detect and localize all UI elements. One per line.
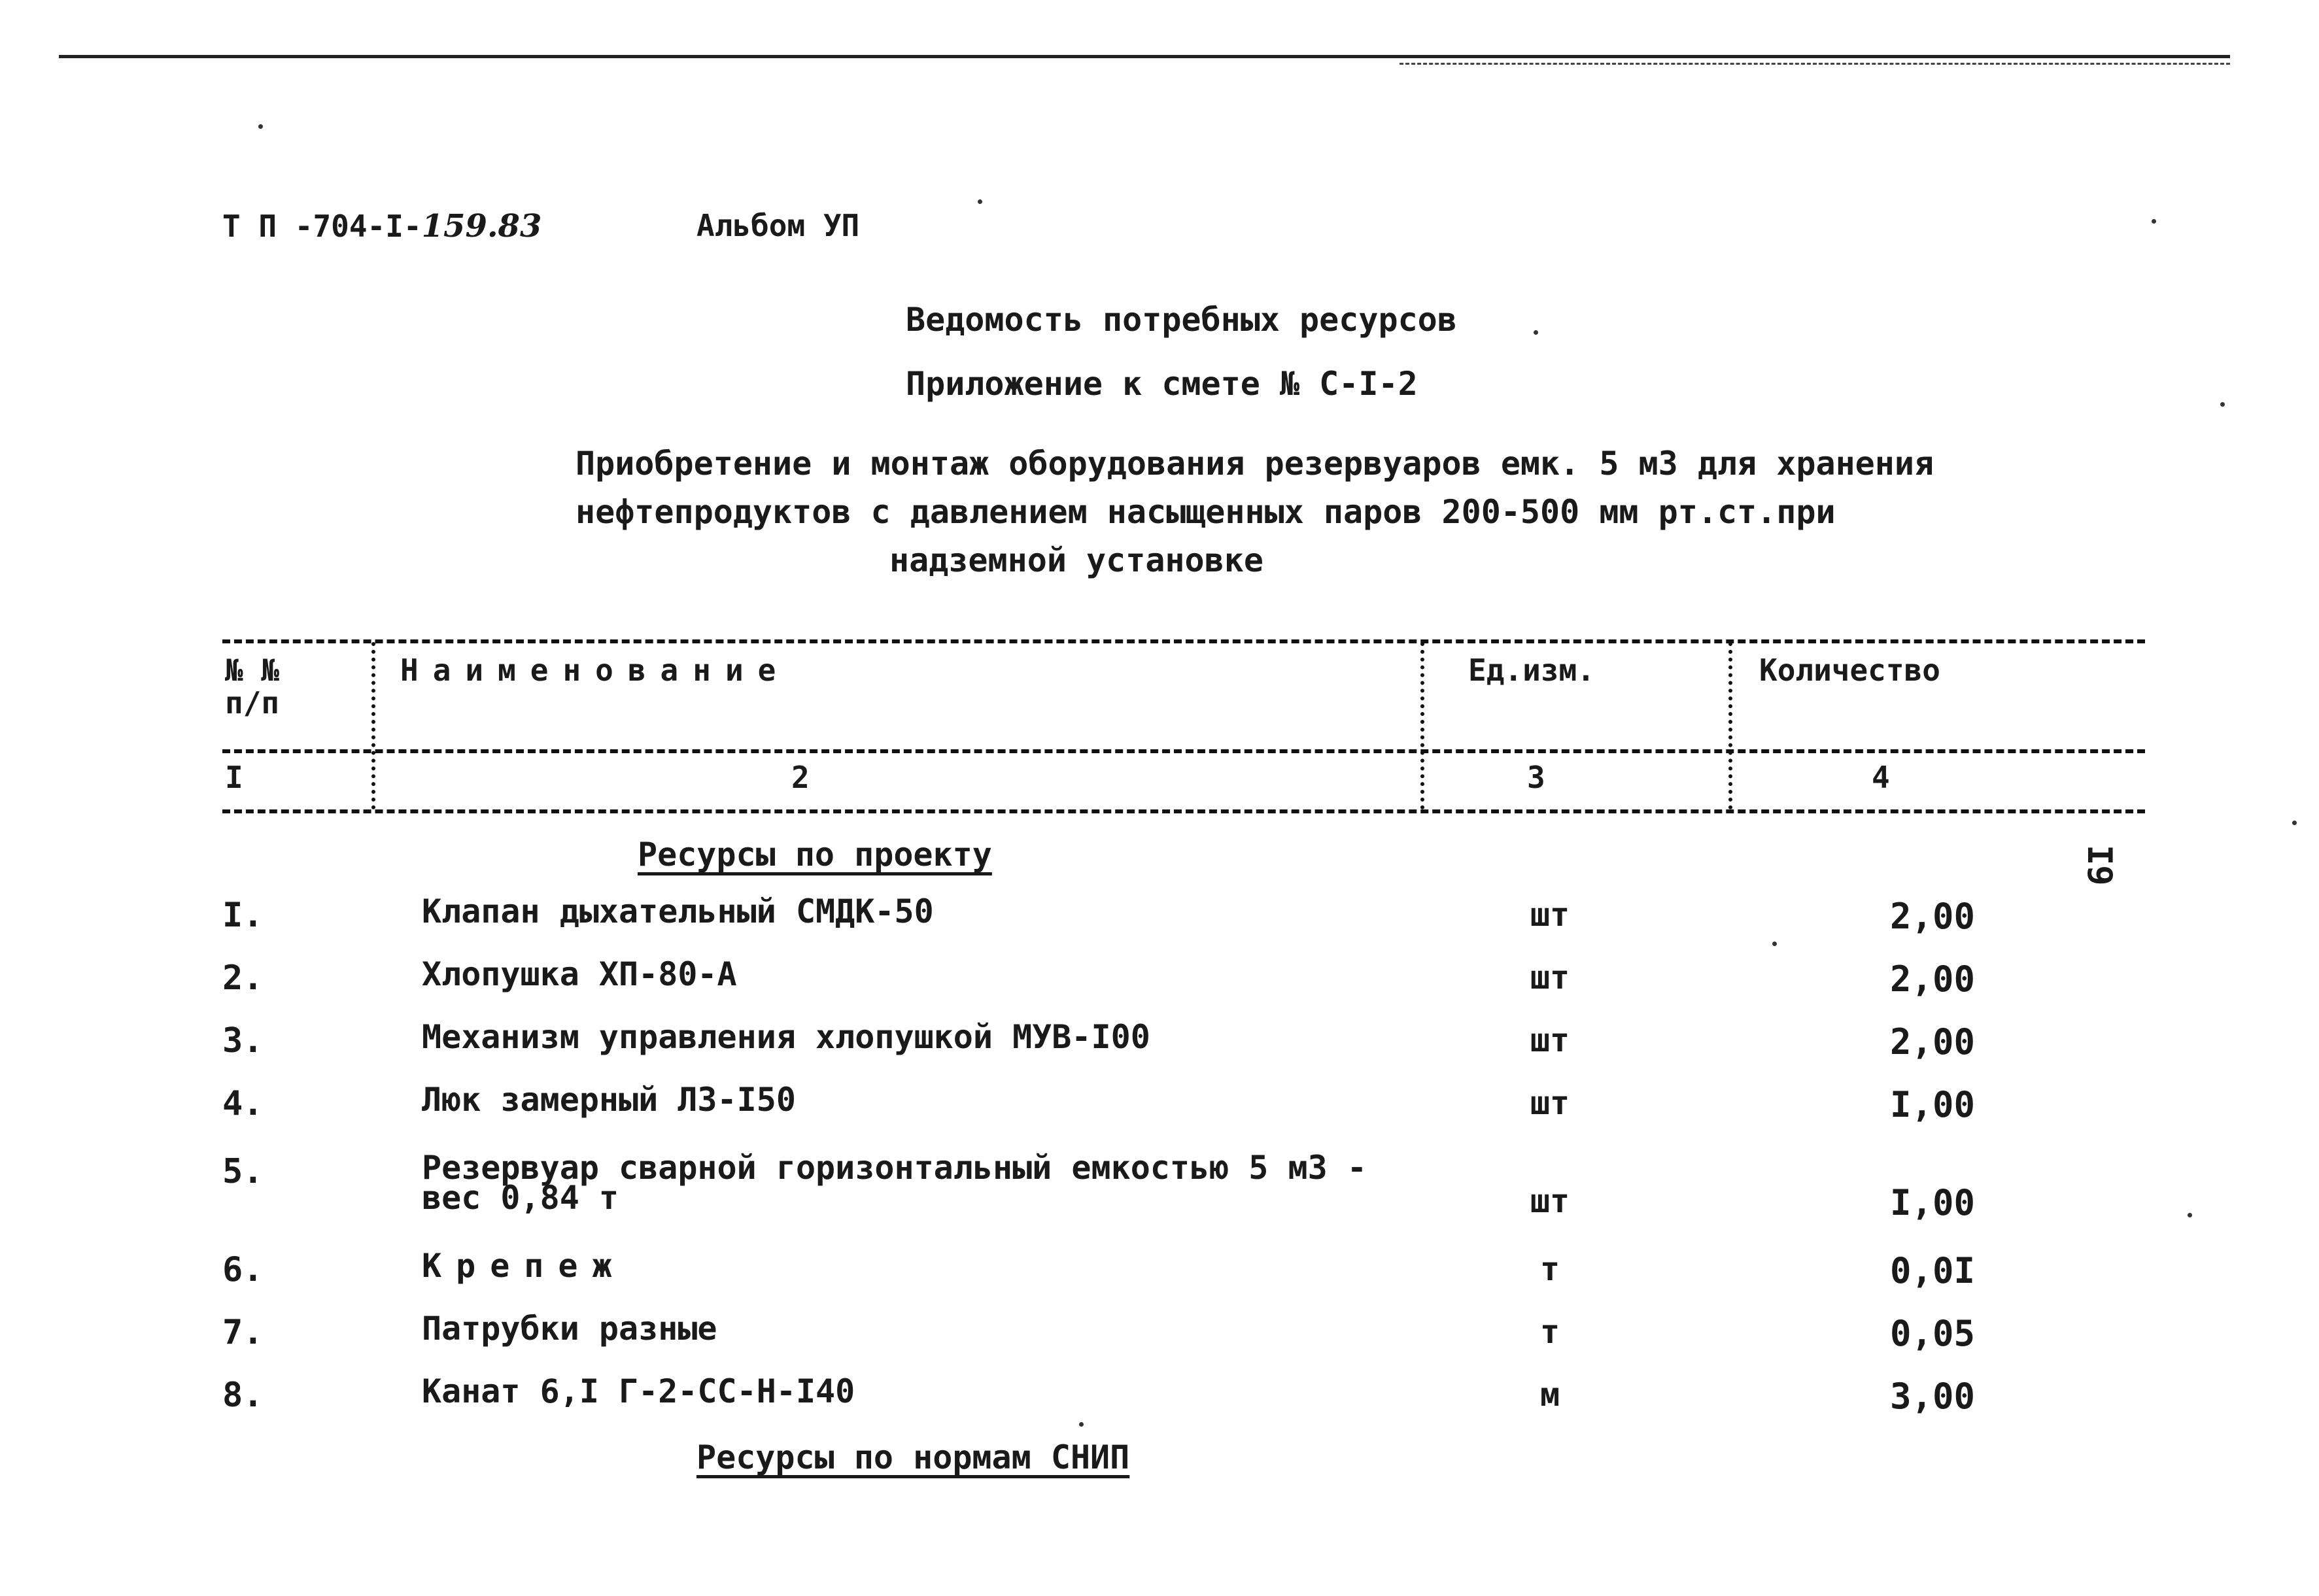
column-divider-3 xyxy=(1728,642,1732,809)
row-number: 5. xyxy=(222,1152,264,1191)
scan-speck xyxy=(1772,942,1777,946)
row-number: 8. xyxy=(222,1376,264,1415)
table-row xyxy=(0,955,2319,1021)
row-unit: шт xyxy=(1530,1084,1570,1122)
row-number: 4. xyxy=(222,1084,264,1123)
column-number-3: 3 xyxy=(1527,760,1545,795)
header-name: Наименование xyxy=(400,653,791,688)
row-name: Патрубки разные xyxy=(422,1310,717,1348)
table-numbers-rule xyxy=(222,809,2145,813)
row-name: Люк замерный ЛЗ-I50 xyxy=(422,1081,796,1119)
row-unit: т xyxy=(1539,1313,1560,1351)
table-row xyxy=(0,1018,2319,1083)
row-name: Резервуар сварной горизонтальный емкостью 5 м3 - xyxy=(422,1149,1367,1187)
row-quantity: I,00 xyxy=(1889,1182,1975,1223)
table-row xyxy=(0,1372,2319,1438)
description-line-2: нефтепродуктов с давлением насыщенных паров 200-500 мм рт.ст.при xyxy=(575,493,1836,531)
row-quantity: 0,05 xyxy=(1889,1313,1975,1354)
section-project-resources: Ресурсы по проекту xyxy=(638,836,992,874)
row-name: Канат 6,I Г-2-СС-Н-I40 xyxy=(422,1372,855,1410)
table-row xyxy=(0,1081,2319,1146)
scan-speck xyxy=(2188,1213,2192,1217)
row-unit: шт xyxy=(1530,1182,1570,1220)
top-rule xyxy=(59,55,2230,58)
row-quantity: 3,00 xyxy=(1889,1376,1975,1417)
header-unit: Ед.изм. xyxy=(1468,653,1595,688)
document-code-handwritten: 159.83 xyxy=(421,208,542,245)
header-num-line2: п/п xyxy=(225,685,280,721)
row-unit: шт xyxy=(1530,1021,1570,1059)
row-quantity: 2,00 xyxy=(1889,1021,1975,1062)
scan-speck xyxy=(1534,330,1538,335)
section-snip-resources: Ресурсы по нормам СНИП xyxy=(696,1438,1130,1476)
document-code xyxy=(222,208,541,245)
header-num-line1: № № xyxy=(225,653,280,688)
page-number: I9 xyxy=(2080,845,2119,886)
row-unit: т xyxy=(1539,1250,1560,1288)
row-quantity: I,00 xyxy=(1889,1084,1975,1125)
scan-speck xyxy=(2292,821,2297,825)
row-name: Хлопушка ХП-80-А xyxy=(422,955,737,993)
column-number-1: I xyxy=(225,760,243,795)
row-quantity: 0,0I xyxy=(1889,1250,1975,1291)
scan-speck xyxy=(2220,402,2225,407)
estimate-appendix-title: Приложение к смете № С-I-2 xyxy=(906,365,1418,403)
row-unit: м xyxy=(1539,1376,1560,1414)
album-label: Альбом УП xyxy=(696,208,860,243)
description-line-3: надземной установке xyxy=(889,541,1263,579)
table-top-rule xyxy=(222,639,2145,643)
column-divider-2 xyxy=(1420,642,1424,809)
scan-speck xyxy=(258,124,263,129)
row-number: 2. xyxy=(222,959,264,998)
row-number: I. xyxy=(222,896,264,935)
statement-title: Ведомость потребных ресурсов xyxy=(906,301,1457,339)
row-name: Клапан дыхательный СМДК-50 xyxy=(422,892,934,930)
table-header-rule xyxy=(222,749,2145,753)
row-name: Механизм управления хлопушкой МУВ-I00 xyxy=(422,1018,1150,1056)
table-row xyxy=(0,892,2319,958)
description-line-1: Приобретение и монтаж оборудования резервуаров емк. 5 м3 для хранения xyxy=(575,445,1934,483)
scan-speck xyxy=(1079,1422,1084,1427)
row-quantity: 2,00 xyxy=(1889,896,1975,937)
row-number: 6. xyxy=(222,1250,264,1289)
scan-speck xyxy=(978,199,982,204)
column-number-4: 4 xyxy=(1872,760,1890,795)
table-row xyxy=(0,1149,2319,1250)
table-row xyxy=(0,1247,2319,1312)
header-quantity: Количество xyxy=(1759,653,1940,688)
top-rule-tail xyxy=(1400,63,2230,65)
column-divider-1 xyxy=(371,642,375,809)
row-quantity: 2,00 xyxy=(1889,959,1975,1000)
document-code-printed: Т П -704-I- xyxy=(222,209,422,244)
row-unit: шт xyxy=(1530,896,1570,934)
row-unit: шт xyxy=(1530,959,1570,996)
row-number: 3. xyxy=(222,1021,264,1061)
row-name-continuation: вес 0,84 т xyxy=(422,1179,619,1217)
column-number-2: 2 xyxy=(791,760,810,795)
row-number: 7. xyxy=(222,1313,264,1352)
table-row xyxy=(0,1310,2319,1375)
row-name: Крепеж xyxy=(422,1247,627,1285)
scan-speck xyxy=(2152,219,2156,224)
